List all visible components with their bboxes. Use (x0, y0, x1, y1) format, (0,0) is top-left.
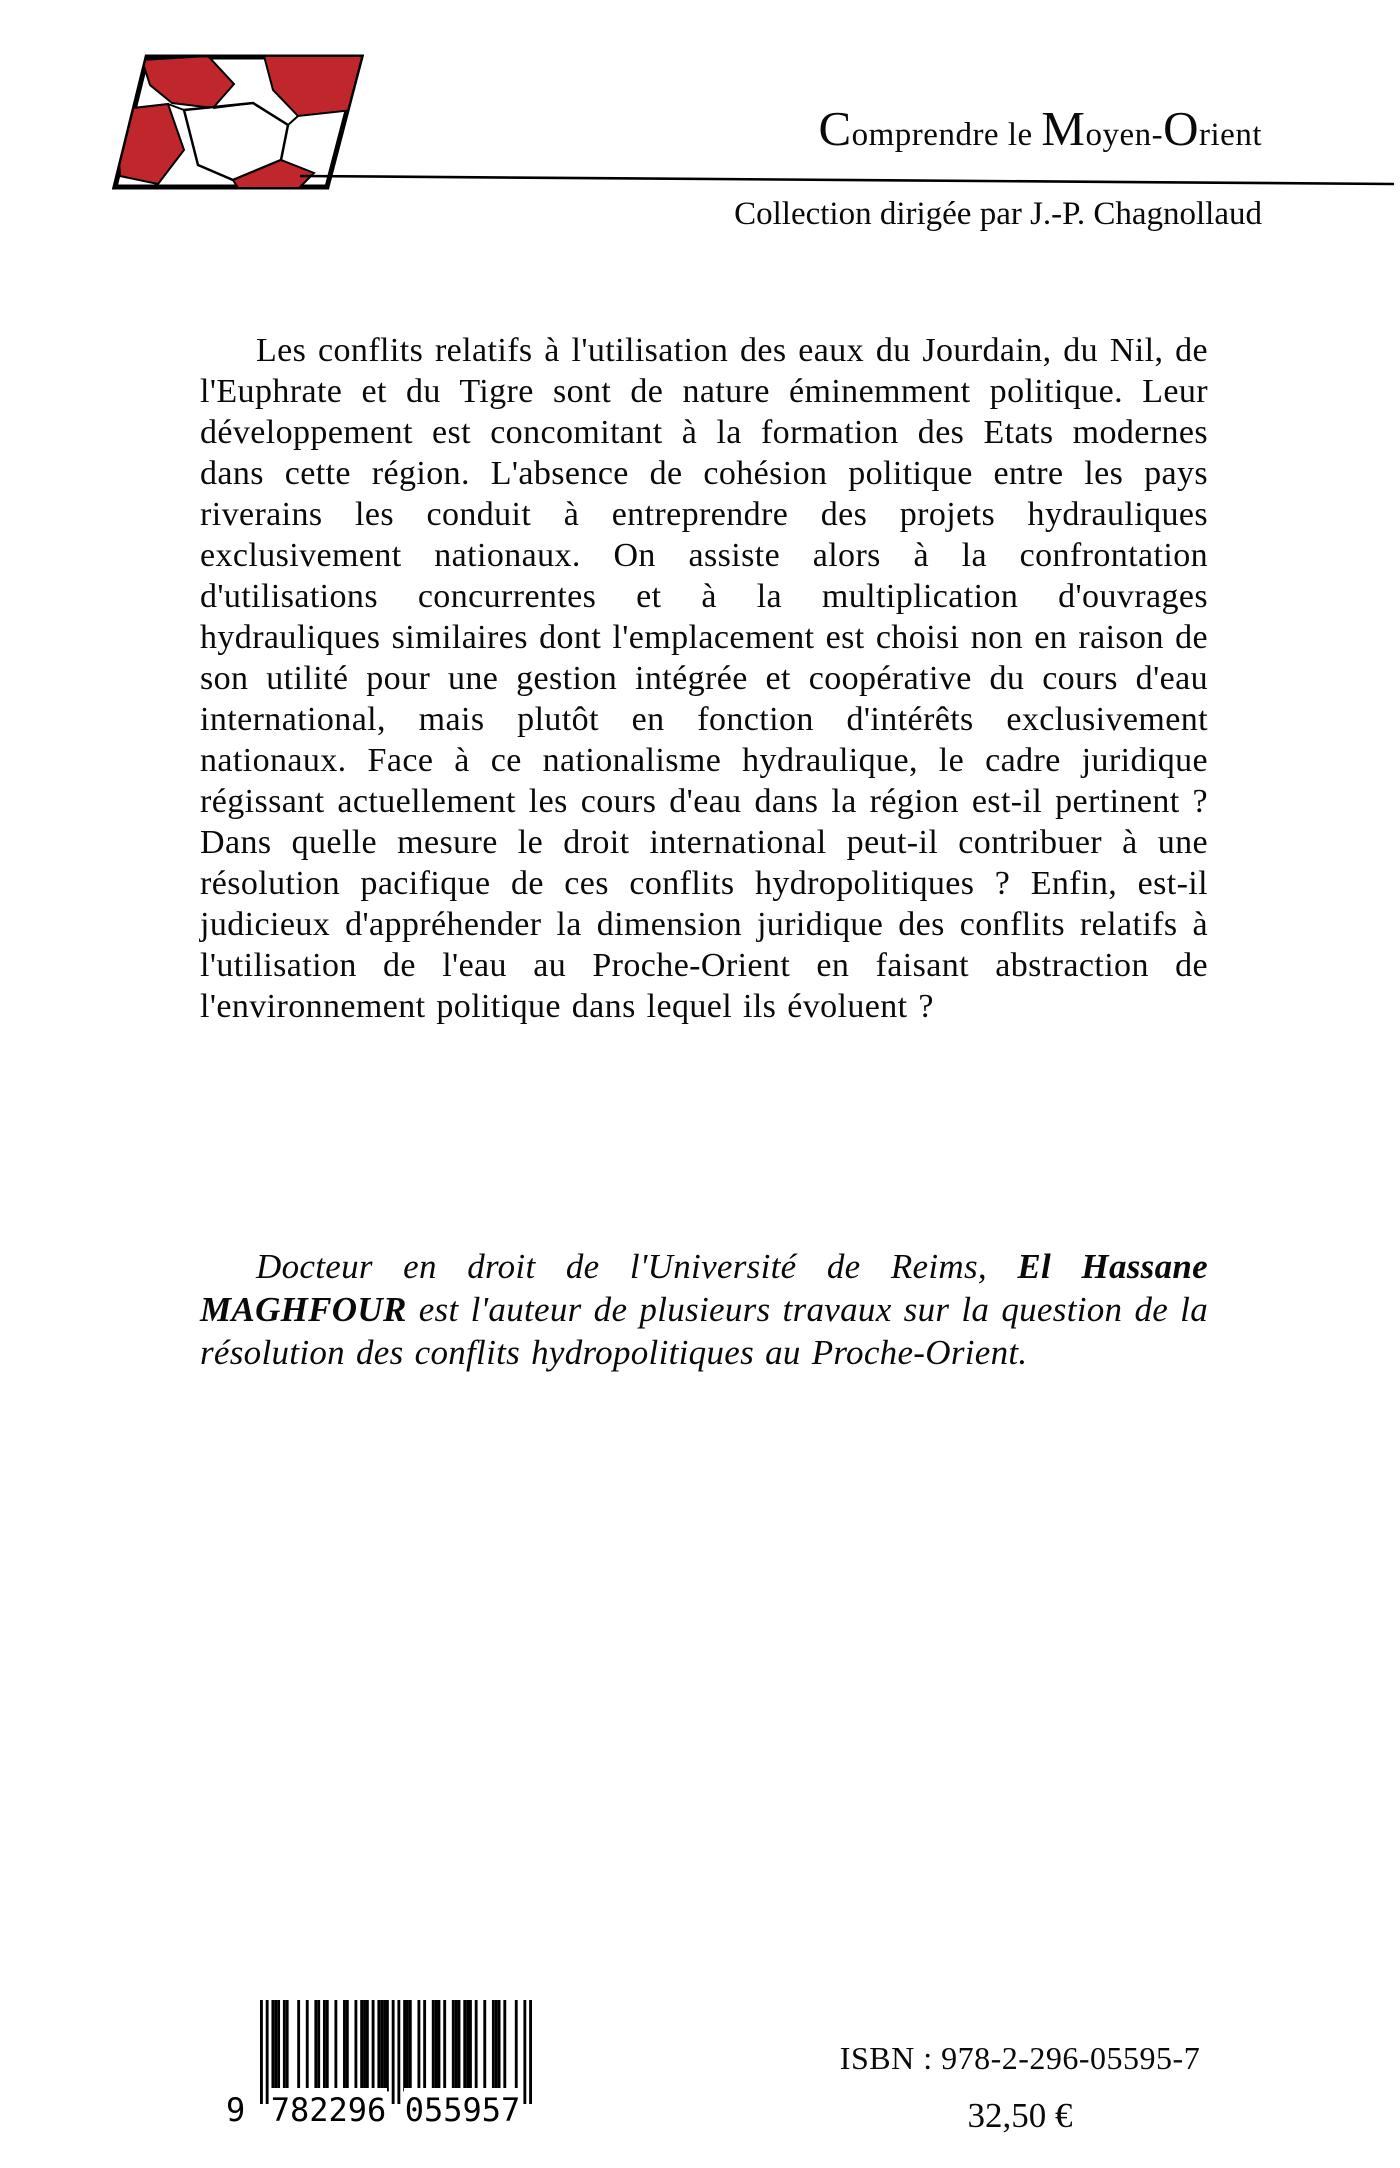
collection-director-line: Collection dirigée par J.-P. Chagnollaud (734, 196, 1262, 232)
barcode-left-digits: 782296 (270, 2088, 387, 2136)
blurb-paragraph: Les conflits relatifs à l'utilisation des eaux du Jourdain, du Nil, de l'Euphrate et du Tigre sont de nature éminemment politique. Leur développement est concomitant à la formation des Etats modernes dans cette région. L'absence de cohésion politique entre les pays riverains les conduit à entreprendre des projets hydrauliques exclusivement nationaux. On assiste alors à la confrontation d'utilisations concurrentes et à la multiplication d'ouvrages hydrauliques similaires dont l'emplacement est choisi non en raison de son utilité pour une gestion intégrée et coopérative du cours d'eau international, mais plutôt en fonction d'intérêts exclusivement nationaux. Face à ce nationalisme hydraulique, le cadre juridique régissant actuellement les cours d'eau dans la région est-il pertinent ? Dans quelle mesure le droit international peut-il contribuer à une résolution pacifique de ces conflits hydropolitiques ? Enfin, est-il judicieux d'appréhender la dimension juridique des conflits relatifs à l'utilisation de l'eau au Proche-Orient en faisant abstraction de l'environnement politique dans lequel ils évoluent ? (200, 332, 1208, 1025)
collection-title-initial: M (1041, 101, 1086, 156)
collection-title: Comprendre le Moyen-Orient (818, 101, 1262, 156)
price-text: 32,50 € (967, 2096, 1073, 2135)
collection-title-initial: O (1163, 101, 1200, 156)
barcode-right-digits: 055957 (404, 2088, 521, 2136)
bio-pre-text: Docteur en droit de l'Université de Reims, (256, 1247, 1018, 1286)
isbn-text: ISBN : 978-2-296-05595-7 (839, 2040, 1201, 2076)
bio-post-text: est l'auteur de plusieurs travaux sur la question de la résolution des conflits hydropolitiques au Proche-Orient. (200, 1290, 1208, 1372)
ean-barcode (226, 2000, 542, 2150)
author-bio (200, 1245, 1208, 1374)
author-name: El Hassane MAGHFOUR (200, 1247, 1208, 1329)
collection-title-initial: C (818, 101, 852, 156)
barcode-leading-digit: 9 (226, 2091, 246, 2129)
header-rule-line (300, 164, 1394, 194)
